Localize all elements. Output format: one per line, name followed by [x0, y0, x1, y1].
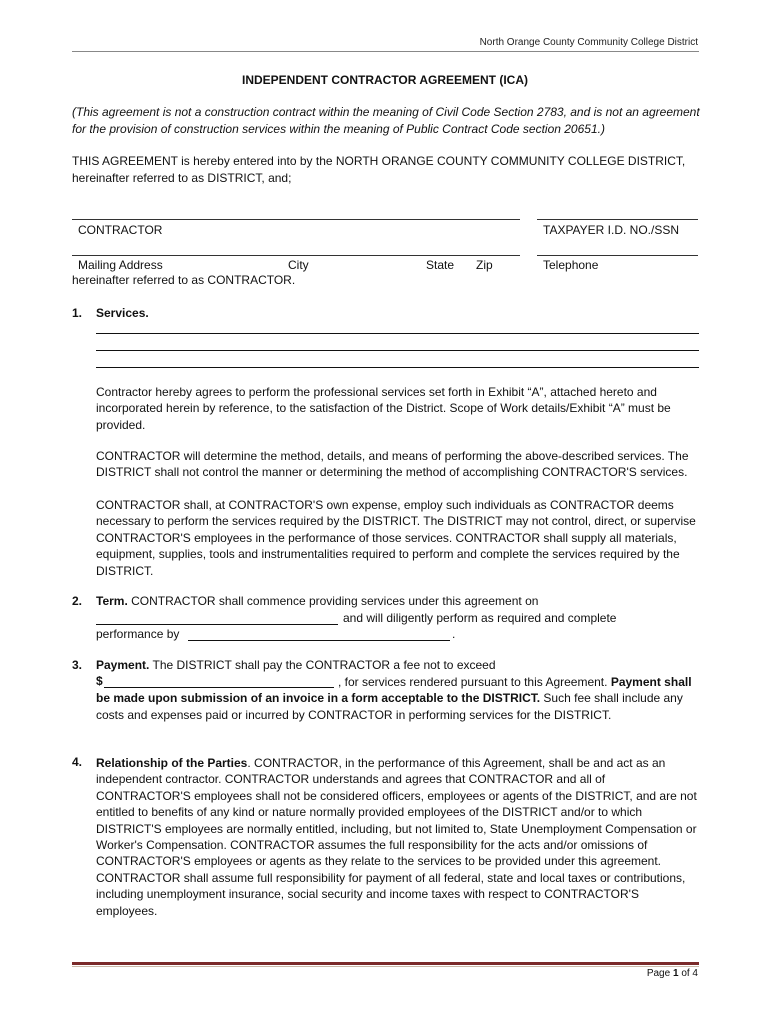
header-org: North Orange County Community College District [479, 37, 698, 48]
city-label: City [288, 258, 309, 272]
zip-label: Zip [476, 258, 493, 272]
header-rule [72, 51, 699, 52]
disclaimer: (This agreement is not a construction contract within the meaning of Civil Code Section 2783, and is not an agreement for the provision of construction services within the meaning of Public Contract Code section 20651.) [72, 105, 700, 136]
start-date-blank[interactable] [96, 624, 338, 625]
hereinafter-text: hereinafter referred to as CONTRACTOR. [72, 273, 296, 287]
taxpayer-id-line[interactable] [537, 219, 698, 220]
footer-rule-thin [72, 966, 699, 967]
section-2-line-1 [96, 594, 538, 608]
taxpayer-label: TAXPAYER I.D. NO./SSN [543, 223, 680, 237]
section-1-number: 1. [72, 306, 83, 320]
section-2-number: 2. [72, 594, 83, 608]
section-1-para-2: CONTRACTOR will determine the method, details, and means of performing the above-described services. The DISTRICT shall not control the manner or determining the method of accomplishing CONTRACTOR'S services. [96, 449, 689, 480]
page-number [647, 968, 698, 979]
address-line[interactable] [72, 255, 520, 256]
document-title: INDEPENDENT CONTRACTOR AGREEMENT (ICA) [241, 73, 528, 87]
section-4-heading: Relationship of the Parties [96, 756, 248, 770]
intro-paragraph: THIS AGREEMENT is hereby entered into by the NORTH ORANGE COUNTY COMMUNITY COLLEGE DISTRICT, hereinafter referred to as DISTRICT, and; [72, 154, 686, 185]
section-3-line-1 [96, 658, 496, 672]
state-label: State [426, 258, 455, 272]
section-1-para-3: CONTRACTOR shall, at CONTRACTOR'S own expense, employ such individuals as CONTRACTOR deems necessary to perform the services required by the DISTRICT. The DISTRICT may not control, direct, or supervise CONTRACTOR'S employees in the performance of those services. CONTRACTOR shall supply all materials, equipment, supplies, tools and instrumentalities required to perform and complete the services required by the DISTRICT. [96, 498, 696, 578]
telephone-line[interactable] [537, 255, 698, 256]
services-blank-3[interactable] [96, 367, 699, 368]
section-3-text-1: The DISTRICT shall pay the CONTRACTOR a fee not to exceed [152, 658, 496, 672]
section-1-heading: Services. [96, 306, 149, 320]
dollar-sign: $ [96, 674, 103, 688]
section-3-bold: Payment shall be made upon submission of an invoice in a form acceptable to the DISTRICT. [96, 675, 692, 706]
section-2-heading: Term. [96, 594, 128, 608]
footer-rule [72, 962, 699, 965]
page-total: of 4 [681, 968, 698, 979]
end-date-blank[interactable] [188, 640, 450, 641]
section-1-para-1: Contractor hereby agrees to perform the professional services set forth in Exhibit “A”, attached hereto and incorporated herein by reference, to the satisfaction of the District. Scope of Work details/Exhibit “A” must be provided. [96, 385, 671, 432]
section-3-number: 3. [72, 658, 83, 672]
page-prefix: Page [646, 968, 671, 979]
contractor-name-line[interactable] [72, 219, 520, 220]
section-2-text-1: CONTRACTOR shall commence providing services under this agreement on [131, 594, 539, 608]
contractor-label: CONTRACTOR [78, 223, 163, 237]
mailing-label: Mailing Address [78, 258, 163, 272]
services-blank-2[interactable] [96, 350, 699, 351]
section-3-text-2: , for services rendered pursuant to this Agreement. [338, 675, 608, 689]
section-4-body [96, 755, 700, 919]
section-3-text-3: Such fee shall include any costs and expenses paid or incurred by CONTRACTOR in performing services for the DISTRICT. [96, 691, 683, 722]
page-current: 1 [672, 968, 679, 979]
services-blank-1[interactable] [96, 333, 699, 334]
section-2-text-2: and will diligently perform as required and complete [343, 611, 617, 625]
section-4-number: 4. [72, 755, 83, 769]
telephone-label: Telephone [543, 258, 599, 272]
section-3-heading: Payment. [96, 658, 150, 672]
section-3-body [96, 674, 700, 723]
section-4-text: . CONTRACTOR, in the performance of this Agreement, shall be and act as an independent contractor. CONTRACTOR understands and agrees that CONTRACTOR and all of CONTRACTOR'S employees shall not be considered officers, employees or agents of the DISTRICT, and are not entitled to benefits of any kind or nature normally provided employees of the DISTRICT and/or to which DISTRICT'S employees are normally entitled, including, but not limited to, State Unemployment Compensation or Worker's Compensation. CONTRACTOR assumes the full responsibility for the acts and/or omissions of CONTRACTOR'S employees or agents as they relate to the services to be provided under this agreement. CONTRACTOR shall assume full responsibility for payment of all federal, state and local taxes or contributions, including unemployment insurance, social security and income taxes with respect to CONTRACTOR'S employees. [96, 756, 697, 918]
section-2-text-3: performance by [96, 627, 180, 641]
section-2-text-4: . [452, 627, 456, 641]
